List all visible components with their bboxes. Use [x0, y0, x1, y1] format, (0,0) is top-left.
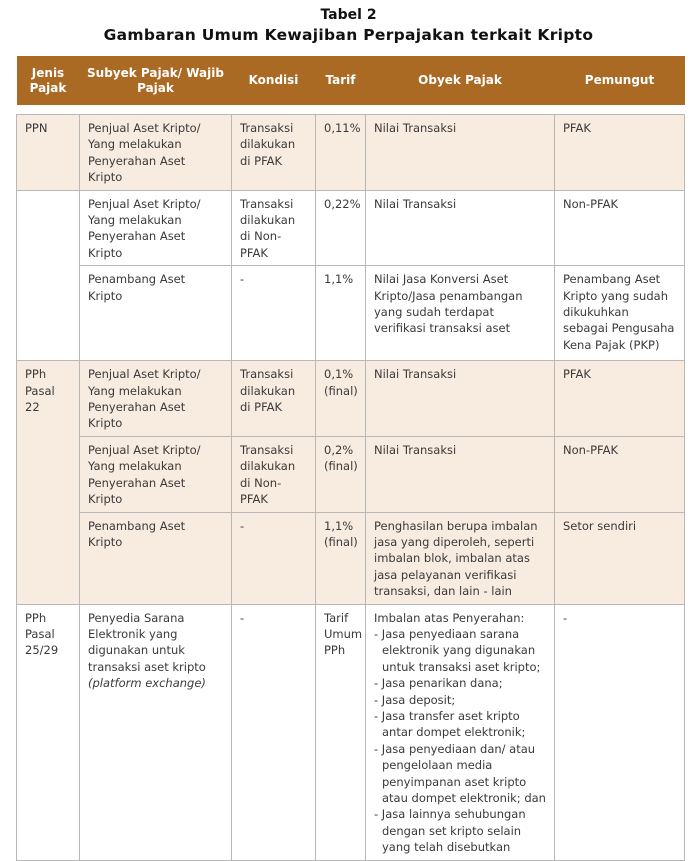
list-item: - Jasa transfer aset kripto antar dompet elektronik; [374, 708, 526, 740]
subyek-cell: Penambang Aset Kripto [80, 512, 232, 604]
tarif-cell: 0,2% (final) [316, 436, 366, 512]
tax-obligations-table [16, 56, 685, 861]
subyek-cell: Penjual Aset Kripto/ Yang melakukan Penyerahan Aset Kripto [80, 115, 232, 191]
pemungut-cell: PFAK [555, 361, 685, 437]
kondisi-cell: Transaksi dilakukan di Non-PFAK [232, 190, 316, 266]
list-item: - Jasa penyediaan dan/ atau pengelolaan media penyimpanan aset kripto atau dompet elektronik; dan [374, 741, 546, 805]
obyek-cell: Nilai Jasa Konversi Aset Kripto/Jasa penambangan yang sudah terdapat verifikasi transaksi aset [366, 266, 555, 361]
header-subyek-pajak: Subyek Pajak/ Wajib Pajak [80, 56, 232, 105]
subyek-cell: Penambang Aset Kripto [80, 266, 232, 361]
tarif-cell: 1,1% [316, 266, 366, 361]
table-title: Gambaran Umum Kewajiban Perpajakan terkait Kripto [103, 26, 594, 44]
table-row [17, 512, 685, 604]
header-pemungut: Pemungut [555, 56, 685, 105]
header-jenis-pajak: Jenis Pajak [17, 56, 80, 105]
list-item: - Jasa deposit; [374, 692, 456, 707]
obyek-cell: Nilai Transaksi [366, 115, 555, 191]
table-row [17, 190, 685, 266]
obyek-cell: Nilai Transaksi [366, 436, 555, 512]
obyek-cell: Nilai Transaksi [366, 361, 555, 437]
kondisi-cell: Transaksi dilakukan di PFAK [232, 361, 316, 437]
obyek-cell [366, 604, 555, 860]
table-row [17, 361, 685, 437]
tarif-cell: 0,22% [316, 190, 366, 266]
jenis-pajak-pph22: PPh Pasal 22 [17, 361, 80, 604]
header-tarif: Tarif [316, 56, 366, 105]
pemungut-cell: Non-PFAK [555, 190, 685, 266]
pemungut-cell: Penambang Aset Kripto yang sudah dikukuhkan sebagai Pengusaha Kena Pajak (PKP) [555, 266, 685, 361]
subyek-cell [80, 604, 232, 860]
table-row [17, 115, 685, 191]
pemungut-cell: PFAK [555, 115, 685, 191]
table-label: Tabel 2 [320, 7, 377, 23]
table-row [17, 266, 685, 361]
platform-exchange-note: (platform exchange) [88, 676, 206, 691]
tarif-cell: 0,1% (final) [316, 361, 366, 437]
header-obyek-pajak: Obyek Pajak [366, 56, 555, 105]
kondisi-cell: - [232, 512, 316, 604]
pemungut-cell: - [555, 604, 685, 860]
list-item: - Jasa penarikan dana; [374, 676, 503, 691]
table-row [17, 604, 685, 860]
subyek-cell: Penjual Aset Kripto/ Yang melakukan Penyerahan Aset Kripto [80, 361, 232, 437]
obyek-intro: Imbalan atas Penyerahan: [374, 610, 525, 625]
tarif-cell: Tarif Umum PPh [316, 604, 366, 860]
obyek-cell: Penghasilan berupa imbalan jasa yang diperoleh, seperti imbalan blok, imbalan atas jasa pelayanan verifikasi transaksi, dan lain - lain [366, 512, 555, 604]
list-item: - Jasa penyediaan sarana elektronik yang digunakan untuk transaksi aset kripto; [374, 626, 541, 674]
subyek-cell: Penjual Aset Kripto/ Yang melakukan Penyerahan Aset Kripto [80, 190, 232, 266]
obyek-cell: Nilai Transaksi [366, 190, 555, 266]
jenis-pajak-ppn: PPN [17, 115, 80, 191]
tarif-cell: 0,11% [316, 115, 366, 191]
list-item: - Jasa lainnya sehubungan dengan set kripto selain yang telah disebutkan [374, 807, 526, 855]
kondisi-cell: - [232, 604, 316, 860]
pemungut-cell: Non-PFAK [555, 436, 685, 512]
header-row [17, 56, 685, 105]
pemungut-cell: Setor sendiri [555, 512, 685, 604]
jenis-pajak-ppn-continued [17, 190, 80, 361]
subyek-cell: Penjual Aset Kripto/ Yang melakukan Penyerahan Aset Kripto [80, 436, 232, 512]
kondisi-cell: Transaksi dilakukan di Non-PFAK [232, 436, 316, 512]
jenis-pajak-pph2529: PPh Pasal 25/29 [17, 604, 80, 860]
kondisi-cell: - [232, 266, 316, 361]
tarif-cell: 1,1% (final) [316, 512, 366, 604]
obyek-list [374, 626, 546, 856]
header-kondisi: Kondisi [232, 56, 316, 105]
table-row [17, 436, 685, 512]
subyek-text: Penyedia Sarana Elektronik yang digunakan untuk transaksi aset kripto [88, 610, 206, 674]
kondisi-cell: Transaksi dilakukan di PFAK [232, 115, 316, 191]
